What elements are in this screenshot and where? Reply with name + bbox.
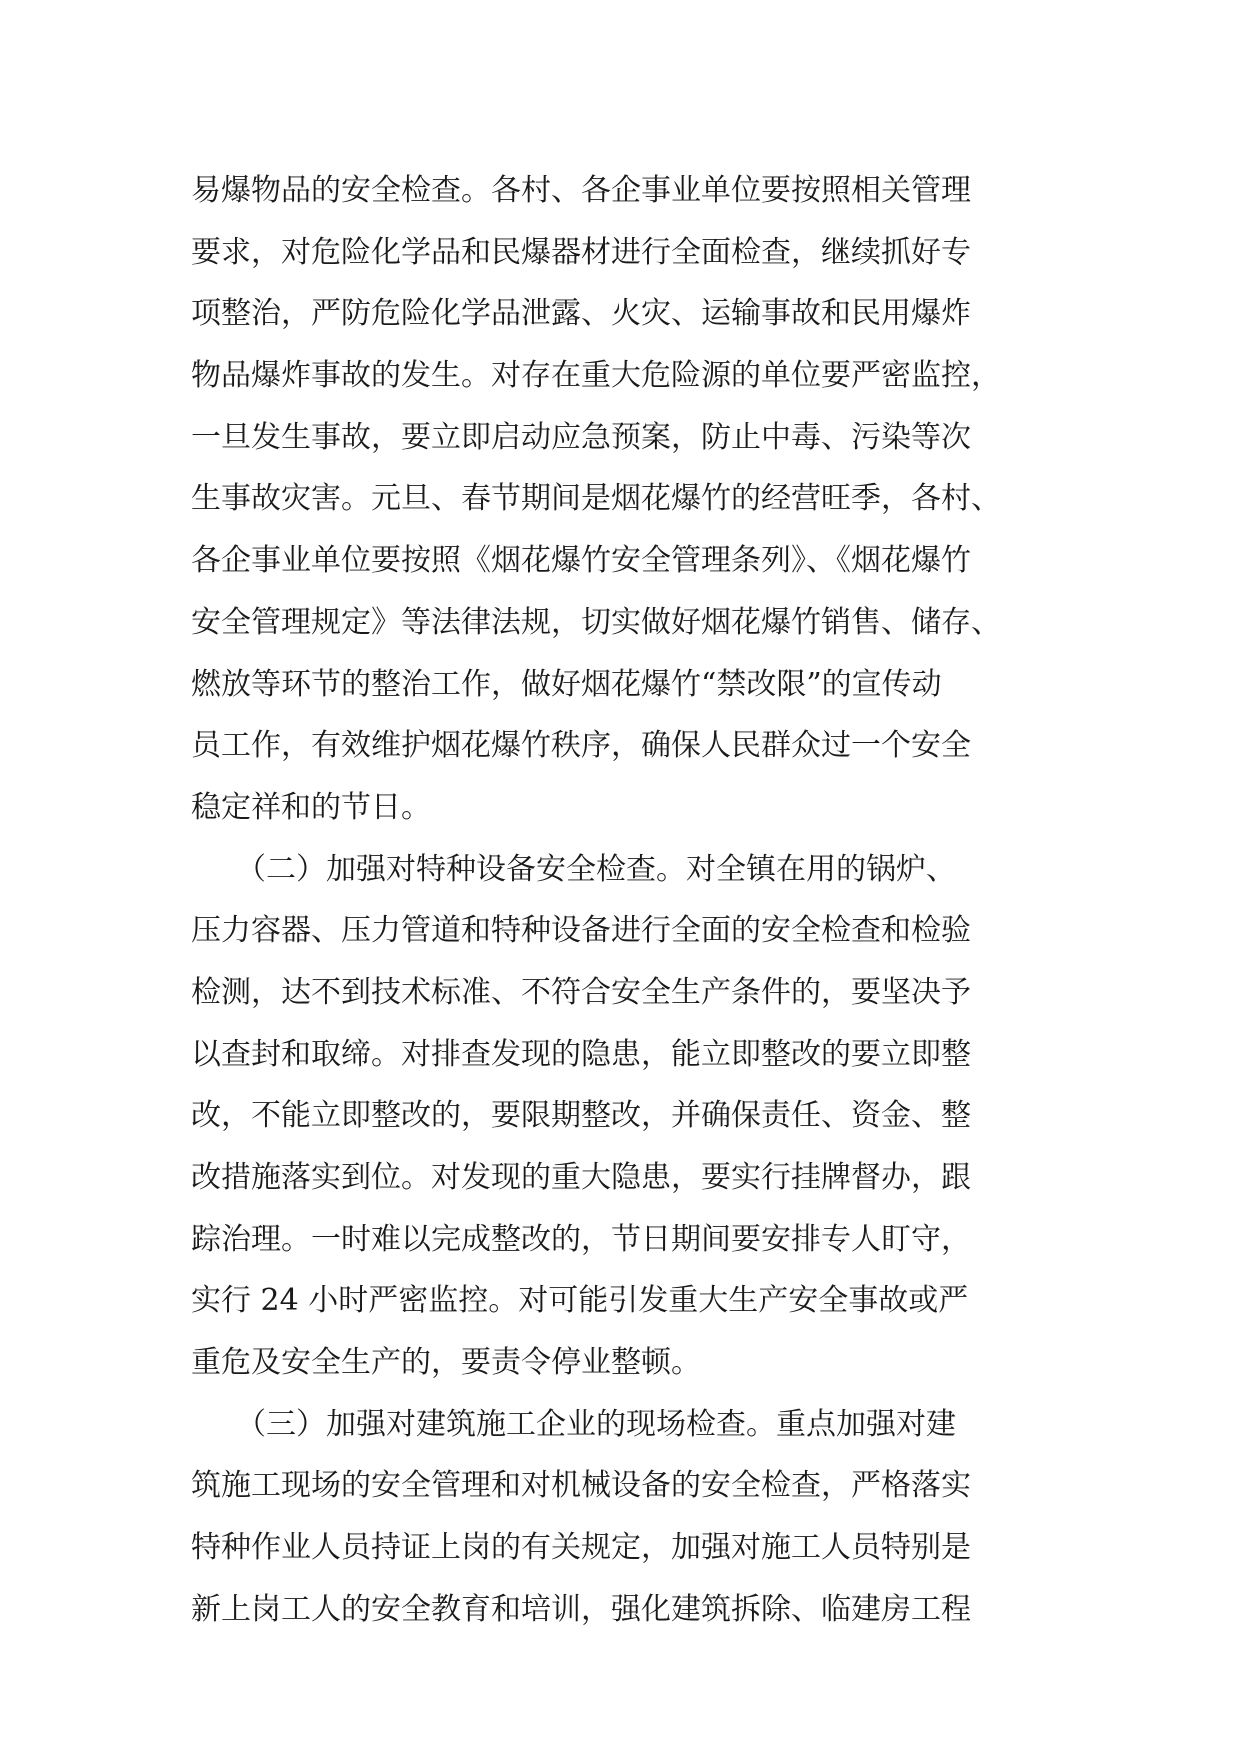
text-line: 各企事业单位要按照《烟花爆竹安全管理条列》、《烟花爆竹 <box>191 543 971 579</box>
text-line: 压力容器、压力管道和特种设备进行全面的安全检查和检验 <box>191 913 971 949</box>
text-line: 踪治理。一时难以完成整改的，节日期间要安排专人盯守， <box>191 1221 971 1257</box>
text-line: 物品爆炸事故的发生。对存在重大危险源的单位要严密监控， <box>191 358 1001 394</box>
text-line: 以查封和取缔。对排查发现的隐患，能立即整改的要立即整 <box>191 1036 971 1072</box>
text-line: 安全管理规定》等法律法规，切实做好烟花爆竹销售、储存、 <box>191 604 1001 640</box>
text-line: 要求，对危险化学品和民爆器材进行全面检查，继续抓好专 <box>191 234 971 270</box>
text-line: （三）加强对建筑施工企业的现场检查。重点加强对建 <box>191 1406 956 1442</box>
text-line: 一旦发生事故，要立即启动应急预案，防止中毒、污染等次 <box>191 419 971 455</box>
text-line: 易爆物品的安全检查。各村、各企事业单位要按照相关管理 <box>191 173 971 208</box>
paragraph-construction-sites <box>191 1394 1051 1641</box>
text-line: 检测，达不到技术标准、不符合安全生产条件的，要坚决予 <box>191 974 971 1010</box>
text-line: 项整治，严防危险化学品泄露、火灾、运输事故和民用爆炸 <box>191 296 971 332</box>
text-line: 稳定祥和的节日。 <box>191 789 431 825</box>
text-line: 实行 24 小时严密监控。对可能引发重大生产安全事故或严 <box>191 1283 969 1319</box>
text-line: 燃放等环节的整治工作，做好烟花爆竹“禁改限”的宣传动 <box>191 666 942 702</box>
text-line: 新上岗工人的安全教育和培训，强化建筑拆除、临建房工程 <box>191 1591 971 1627</box>
text-line: 改措施落实到位。对发现的重大隐患，要实行挂牌督办，跟 <box>191 1160 971 1195</box>
text-line: 特种作业人员持证上岗的有关规定，加强对施工人员特别是 <box>191 1530 971 1566</box>
text-line: 改，不能立即整改的，要限期整改，并确保责任、资金、整 <box>191 1098 971 1134</box>
text-line: 筑施工现场的安全管理和对机械设备的安全检查，严格落实 <box>191 1468 971 1504</box>
body-text <box>191 160 1051 1641</box>
text-line: 生事故灾害。元旦、春节期间是烟花爆竹的经营旺季，各村、 <box>191 481 1001 517</box>
paragraph-hazardous-materials <box>191 160 1051 839</box>
text-line: 员工作，有效维护烟花爆竹秩序，确保人民群众过一个安全 <box>191 728 971 764</box>
text-line: 重危及安全生产的，要责令停业整顿。 <box>191 1345 701 1381</box>
text-line: （二）加强对特种设备安全检查。对全镇在用的锅炉、 <box>191 851 956 887</box>
paragraph-special-equipment <box>191 839 1051 1394</box>
